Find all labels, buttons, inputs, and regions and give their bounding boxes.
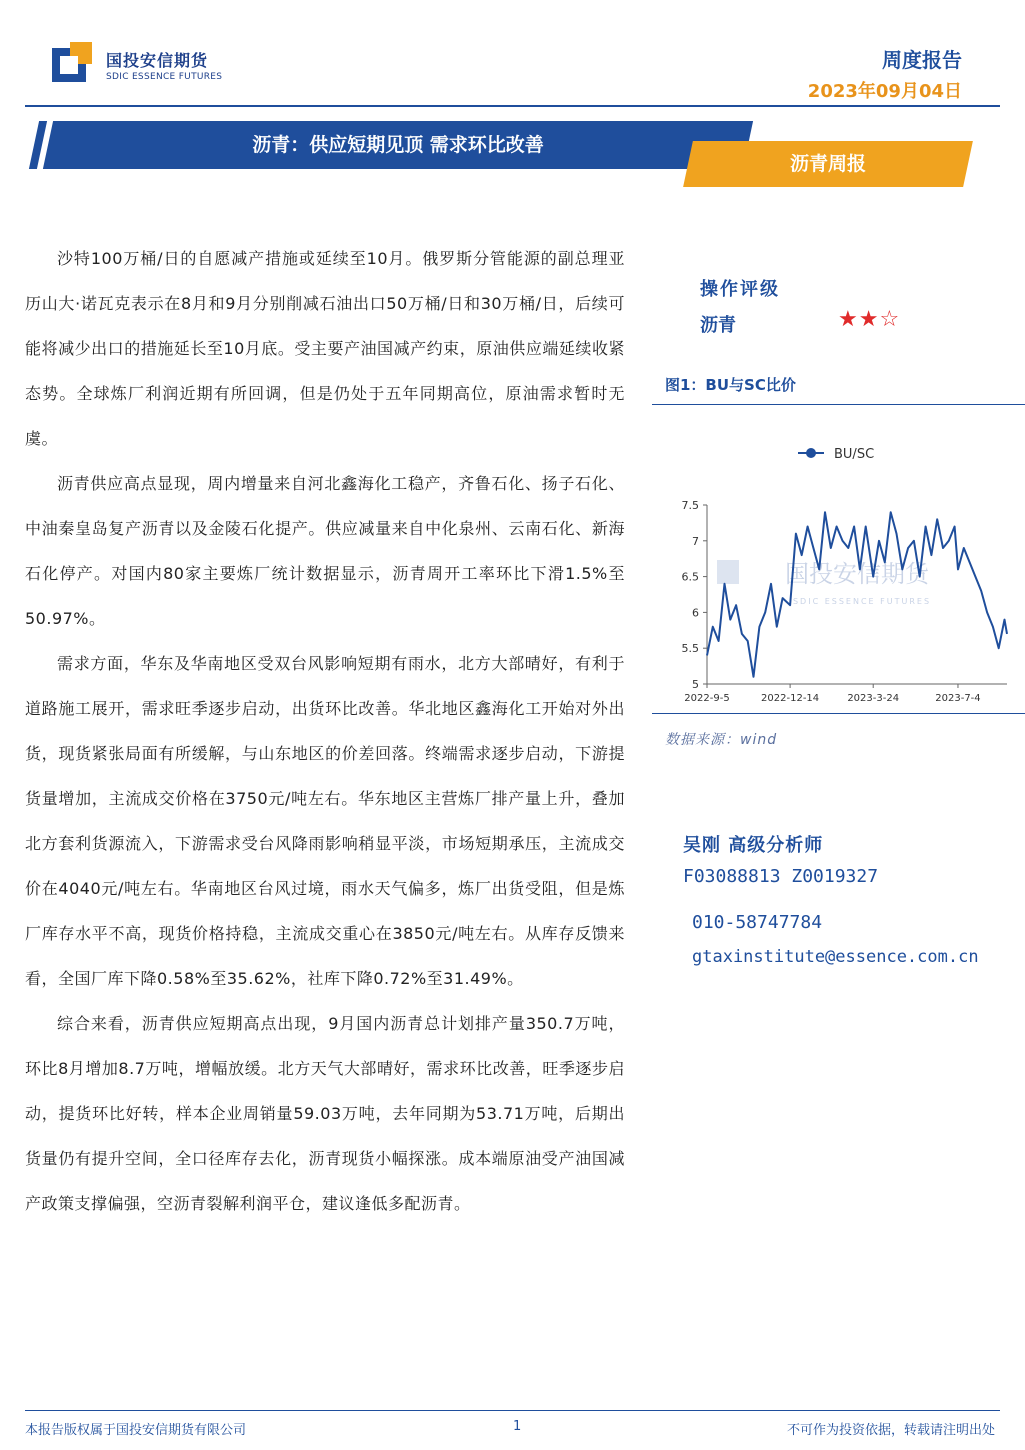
- series-line-bu-sc: [707, 512, 1007, 677]
- analyst-certificate: F03088813 Z0019327: [683, 866, 879, 887]
- figure-bottom-rule: [652, 713, 1025, 714]
- legend-marker-icon: [806, 448, 816, 458]
- report-date: 2023年09月04日: [807, 81, 962, 102]
- logo-mark-icon: [52, 42, 96, 86]
- watermark-logo-icon: [717, 560, 739, 584]
- y-tick-label: 7.5: [681, 499, 699, 512]
- x-tick-label: 2023-3-24: [847, 693, 900, 704]
- x-tick-label: 2022-12-14: [761, 693, 820, 704]
- logo-company-name-en: SDIC ESSENCE FUTURES: [106, 72, 223, 82]
- footer-divider: [25, 1410, 1000, 1411]
- page-number: 1: [513, 1419, 522, 1434]
- company-logo: [52, 42, 232, 90]
- chart-watermark-en: SDIC ESSENCE FUTURES: [792, 597, 932, 606]
- rating-stars: ★★☆: [838, 307, 901, 332]
- x-tick-label: 2023-7-4: [935, 693, 981, 704]
- data-source: 数据来源：wind: [665, 732, 778, 748]
- legend-label: BU/SC: [834, 447, 875, 462]
- analyst-phone: 010-58747784: [692, 912, 823, 933]
- paragraph-demand: 需求方面，华东及华南地区受双台风影响短期有雨水，北方大部晴好，有利于道路施工展开，需求旺季逐步启动，出货环比改善。华北地区鑫海化工开始对外出货，现货紧张局面有所缓解，与山东地区的价差回落。终端需求逐步启动，下游提货量增加，主流成交价格在3750元/吨左右。华东地区主营炼厂排产量上升，叠加北方套利货源流入，下游需求受台风降雨影响稍显平淡，市场短期承压，主流成交价在4040元/吨左右。华南地区台风过境，雨水天气偏多，炼厂出货受阻，但是炼厂库存水平不高，现货价格持稳，主流成交重心在3850元/吨左右。从库存反馈来看，全国厂库下降0.58%至35.62%，社库下降0.72%至31.49%。: [25, 654, 625, 988]
- y-tick-label: 6.5: [681, 570, 699, 584]
- logo-company-name: 国投安信期货: [106, 51, 209, 70]
- report-tag: 沥青周报: [789, 153, 866, 175]
- paragraph-crude-oil: 沙特100万桶/日的自愿减产措施或延续至10月。俄罗斯分管能源的副总理亚历山大·诺瓦克表示在8月和9月分别削减石油出口50万桶/日和30万桶/日，后续可能将减少出口的措施延长至10月底。受主要产油国减产约束，原油供应端延续收紧态势。全球炼厂利润近期有所回调，但是仍处于五年同期高位，原油需求暂时无虞。: [25, 249, 625, 448]
- x-tick-label: 2022-9-5: [684, 693, 730, 704]
- y-tick-label: 5.5: [681, 642, 699, 656]
- figure-top-rule: [652, 404, 1025, 405]
- header-divider: [25, 105, 1000, 107]
- report-title: 沥青：供应短期见顶 需求环比改善: [252, 134, 544, 156]
- paragraph-supply: 沥青供应高点显现，周内增量来自河北鑫海化工稳产，齐鲁石化、扬子石化、中油秦皇岛复产沥青以及金陵石化提产。供应减量来自中化泉州、云南石化、新海石化停产。对国内80家主要炼厂统计数据显示，沥青周开工率环比下滑1.5%至50.97%。: [25, 474, 625, 628]
- analyst-email: gtaxinstitute@essence.com.cn: [692, 947, 979, 967]
- report-body: [25, 236, 625, 1226]
- bu-sc-ratio-chart: [652, 410, 1025, 712]
- footer-disclaimer: 不可作为投资依据，转载请注明出处: [786, 1423, 995, 1438]
- rating-product: 沥青: [700, 315, 736, 336]
- report-type: 周度报告: [882, 48, 962, 72]
- footer-copyright: 本报告版权属于国投安信期货有限公司: [25, 1423, 247, 1438]
- y-tick-label: 5: [692, 678, 699, 691]
- y-tick-label: 7: [692, 534, 699, 548]
- paragraph-summary: 综合来看，沥青供应短期高点出现，9月国内沥青总计划排产量350.7万吨，环比8月增加8.7万吨，增幅放缓。北方天气大部晴好，需求环比改善，旺季逐步启动，提货环比好转，样本企业周销量59.03万吨，去年同期为53.71万吨，后期出货量仍有提升空间，全口径库存去化，沥青现货小幅探涨。成本端原油受产油国减产政策支撑偏强，空沥青裂解利润平仓，建议逢低多配沥青。: [25, 1014, 625, 1213]
- rating-title: 操作评级: [700, 279, 780, 300]
- chart-watermark: 国投安信期货: [785, 560, 929, 588]
- figure-title: 图1：BU与SC比价: [665, 376, 796, 394]
- y-tick-label: 6: [692, 606, 699, 620]
- analyst-name: 吴刚 高级分析师: [683, 835, 824, 856]
